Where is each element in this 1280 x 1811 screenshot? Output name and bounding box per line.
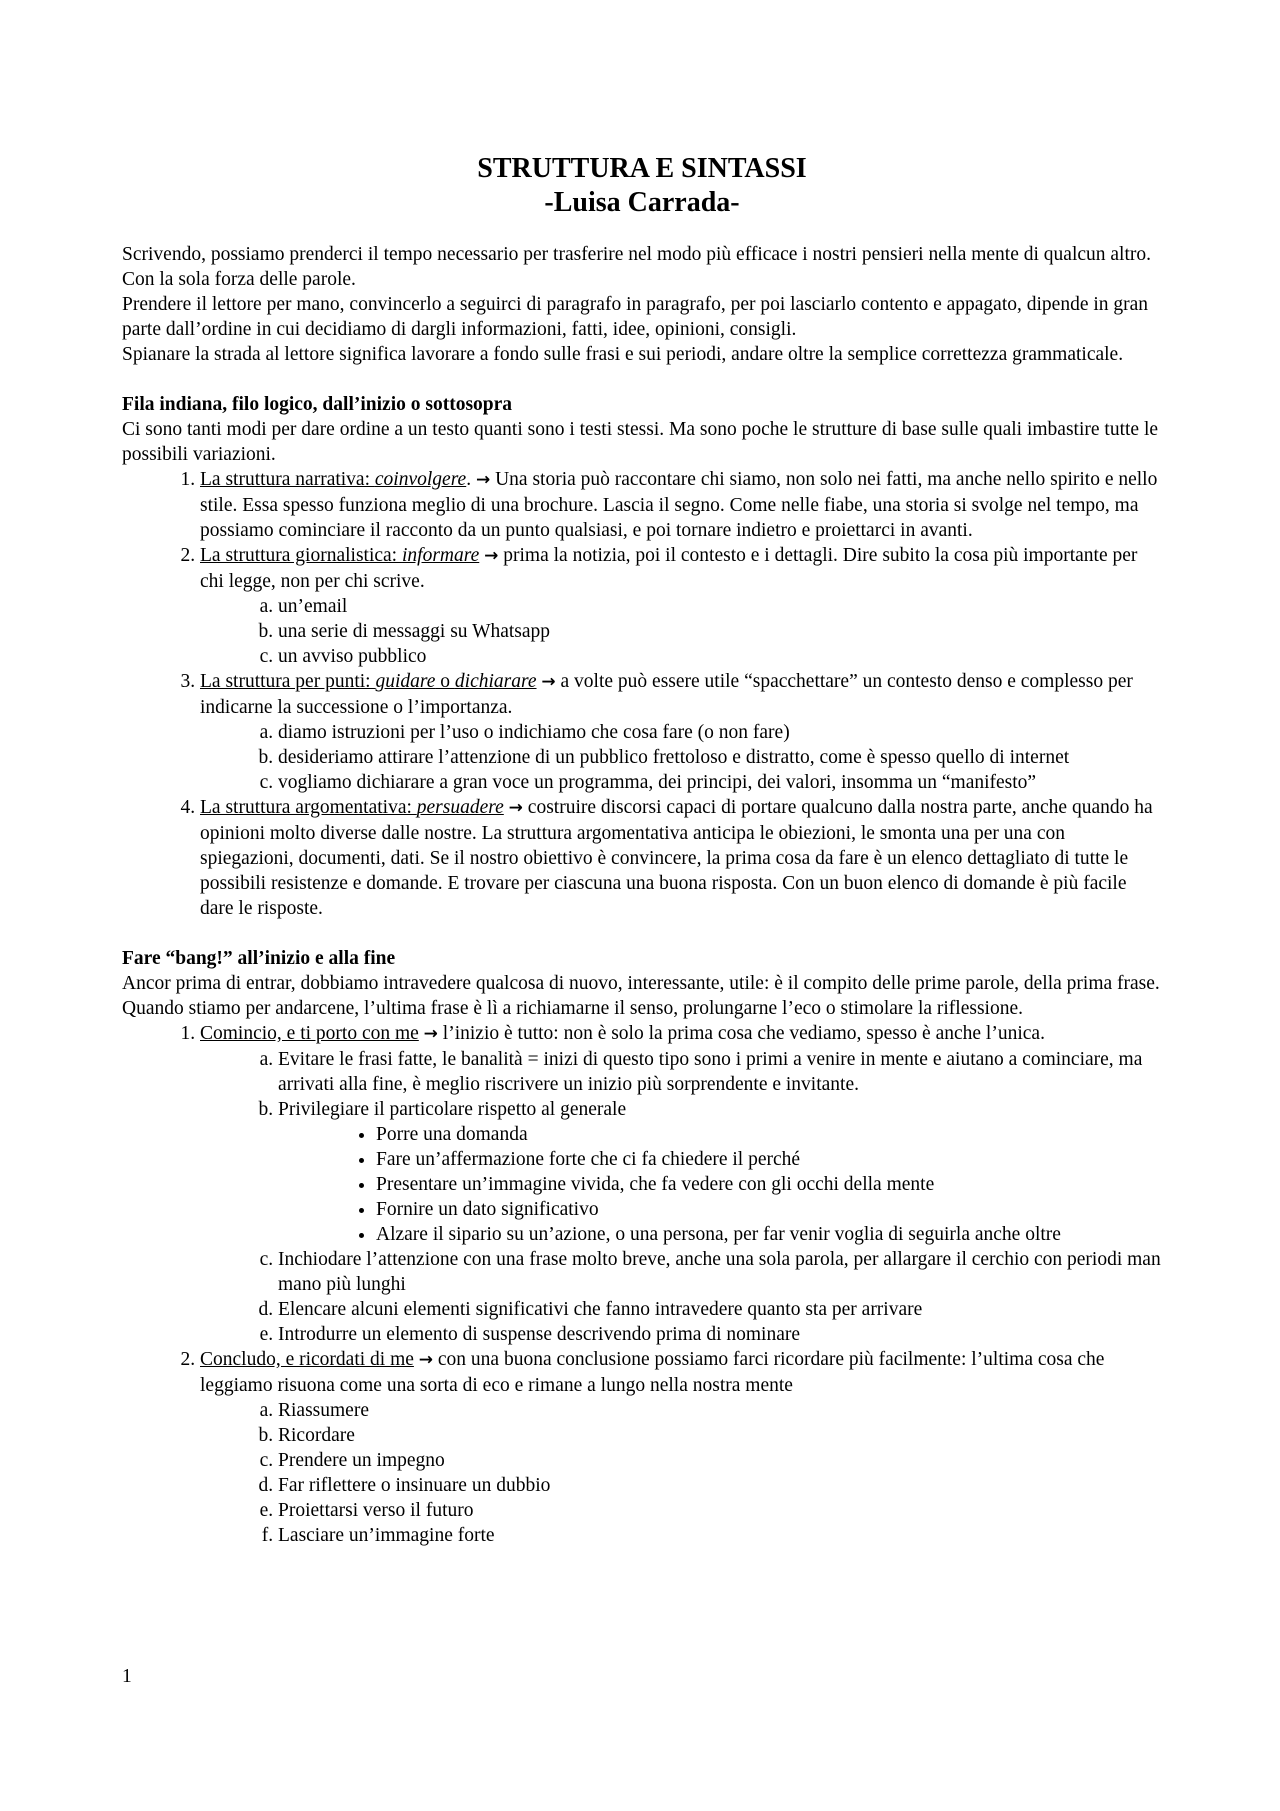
sub-list-item: c. Inchiodare l’attenzione con una frase molto breve, anche una sola parola, per allargare il cerchio con periodi man mano più lunghi [278,1247,1162,1297]
sub-list-item: a. diamo istruzioni per l’uso o indichiamo che cosa fare (o non fare) [278,720,1162,745]
sub-list [200,1398,1162,1548]
list-item-narrativa [200,467,1162,543]
bullet-item: • Alzare il sipario su un’azione, o una persona, per far venir voglia di seguirla anche oltre [376,1222,1162,1247]
item-label: La struttura argomentativa: [200,797,417,818]
item-label: La struttura per punti: [200,671,376,692]
intro-section [122,242,1162,367]
bullet-item: • Presentare un’immagine vivida, che fa vedere con gli occhi della mente [376,1172,1162,1197]
item-label: Comincio, e ti porto con me [200,1023,419,1044]
intro-paragraph-1: Scrivendo, possiamo prenderci il tempo necessario per trasferire nel modo più efficace i nostri pensieri nella mente di qualcun altro. Con la sola forza delle parole. [122,244,1151,290]
sub-list-item: b. desideriamo attirare l’attenzione di un pubblico frettoloso e distratto, come è spesso quello di internet [278,745,1162,770]
arrow-icon: → [484,546,499,566]
item-keyword: guidare [375,671,436,692]
item-label: Concludo, e ricordati di me [200,1349,414,1370]
arrow-icon: → [508,798,523,818]
item-text: l’inizio è tutto: non è solo la prima cosa che vediamo, spesso è anche l’unica. [442,1023,1045,1044]
sub-list-item: b. una serie di messaggi su Whatsapp [278,619,1162,644]
sub-list-item [278,1097,1162,1247]
sub-list-item: e. Introdurre un elemento di suspense descrivendo prima di nominare [278,1322,1162,1347]
section-1-intro: Ci sono tanti modi per dare ordine a un testo quanti sono i testi stessi. Ma sono poche le strutture di base sulle quali imbastire tutte le possibili variazioni. [122,419,1159,465]
sub-list-item: d. Far riflettere o insinuare un dubbio [278,1473,1162,1498]
bullet-item: • Fornire un dato significativo [376,1197,1162,1222]
item-text: Una storia può raccontare chi siamo, non solo nei fatti, ma anche nello spirito e nello stile. Essa spesso funziona meglio di una brochure. Lascia il segno. Come nelle fiabe, una storia si svolge nel tempo, ma possiamo cominciare il racconto da un punto qualsiasi, e poi tornare indietro e proiettarci in avanti. [200,469,1158,541]
sub-list-item: c. un avviso pubblico [278,644,1162,669]
item-text: con una buona conclusione possiamo farci ricordare più facilmente: l’ultima cosa che leggiamo risuona come una sorta di eco e rimane a lungo nella nostra mente [200,1349,1105,1396]
list-item-punti [200,669,1162,795]
sub-list [200,720,1162,795]
arrow-icon: → [475,470,491,490]
sub-list-item: e. Proiettarsi verso il futuro [278,1498,1162,1523]
sub-list-item-text: Privilegiare il particolare rispetto al generale [278,1099,627,1120]
intro-paragraph-3: Spianare la strada al lettore significa lavorare a fondo sulle frasi e sui periodi, andare oltre la semplice correttezza grammaticale. [122,344,1124,365]
sub-list [200,1047,1162,1347]
list-item-giornalistica [200,543,1162,669]
list-item-comincio [200,1021,1162,1347]
item-label: La struttura narrativa: [200,469,375,490]
list-item-argomentativa [200,795,1162,921]
sub-list-item: a. Riassumere [278,1398,1162,1423]
bullet-list [278,1122,1162,1247]
section-2-list [122,1021,1162,1548]
list-item-concludo [200,1347,1162,1548]
arrow-icon: → [541,672,556,692]
item-connector: o [435,671,455,692]
item-keyword-2: dichiarare [454,671,537,692]
item-text: costruire discorsi capaci di portare qualcuno dalla nostra parte, anche quando ha opinioni molto diverse dalle nostre. La struttura argomentativa anticipa le obiezioni, le smonta una per una con spiegazioni, documenti, dati. Se il nostro obiettivo è convincere, la prima cosa da fare è un elenco dettagliato di tutte le possibili resistenze e domande. E trovare per ciascuna una buona risposta. Con un buon elenco di domande è più facile dare le risposte. [200,797,1153,919]
document-title [122,152,1162,220]
item-keyword: informare [401,545,480,566]
item-punct: . [466,469,472,490]
item-label: La struttura giornalistica: [200,545,402,566]
sub-list-item: c. Prendere un impegno [278,1448,1162,1473]
title-author: -Luisa Carrada- [544,187,740,218]
document-page [122,152,1162,1548]
intro-paragraph-2: Prendere il lettore per mano, convincerlo a seguirci di paragrafo in paragrafo, per poi lasciarlo contento e appagato, dipende in gran parte dall’ordine in cui decidiamo di dargli informazioni, fatti, idee, opinioni, consigli. [122,294,1149,340]
page-number: 1 [122,1666,132,1687]
title-main: STRUTTURA E SINTASSI [477,153,807,184]
section-1-list [122,467,1162,921]
sub-list-item: a. Evitare le frasi fatte, le banalità = inizi di questo tipo sono i primi a venire in mente e aiutano a cominciare, ma arrivati alla fine, è meglio riscrivere un inizio più sorprendente e invitante. [278,1047,1162,1097]
arrow-icon: → [418,1350,434,1370]
bullet-item: • Porre una domanda [376,1122,1162,1147]
section-2-intro: Ancor prima di entrar, dobbiamo intravedere qualcosa di nuovo, interessante, utile: è il compito delle prime parole, della prima frase. Quando stiamo per andarcene, l’ultima frase è lì a richiamarne il senso, prolungarne l’eco o stimolare la riflessione. [122,973,1160,1019]
sub-list-item: c. vogliamo dichiarare a gran voce un programma, dei principi, dei valori, insomma un “manifesto” [278,770,1162,795]
item-keyword: persuadere [416,797,504,818]
sub-list-item: b. Ricordare [278,1423,1162,1448]
section-2-heading: Fare “bang!” all’inizio e alla fine [122,948,396,969]
arrow-icon: → [423,1024,438,1044]
sub-list-item: f. Lasciare un’immagine forte [278,1523,1162,1548]
section-1-heading: Fila indiana, filo logico, dall’inizio o sottosopra [122,394,513,415]
sub-list-item: d. Elencare alcuni elementi significativi che fanno intravedere quanto sta per arrivare [278,1297,1162,1322]
sub-list [200,594,1162,669]
item-text: a volte può essere utile “spacchettare” un contesto denso e complesso per indicarne la successione o l’importanza. [200,671,1133,718]
sub-list-item: a. un’email [278,594,1162,619]
item-keyword: coinvolgere [374,469,467,490]
item-text: prima la notizia, poi il contesto e i dettagli. Dire subito la cosa più importante per chi legge, non per chi scrive. [200,545,1138,592]
bullet-item: • Fare un’affermazione forte che ci fa chiedere il perché [376,1147,1162,1172]
